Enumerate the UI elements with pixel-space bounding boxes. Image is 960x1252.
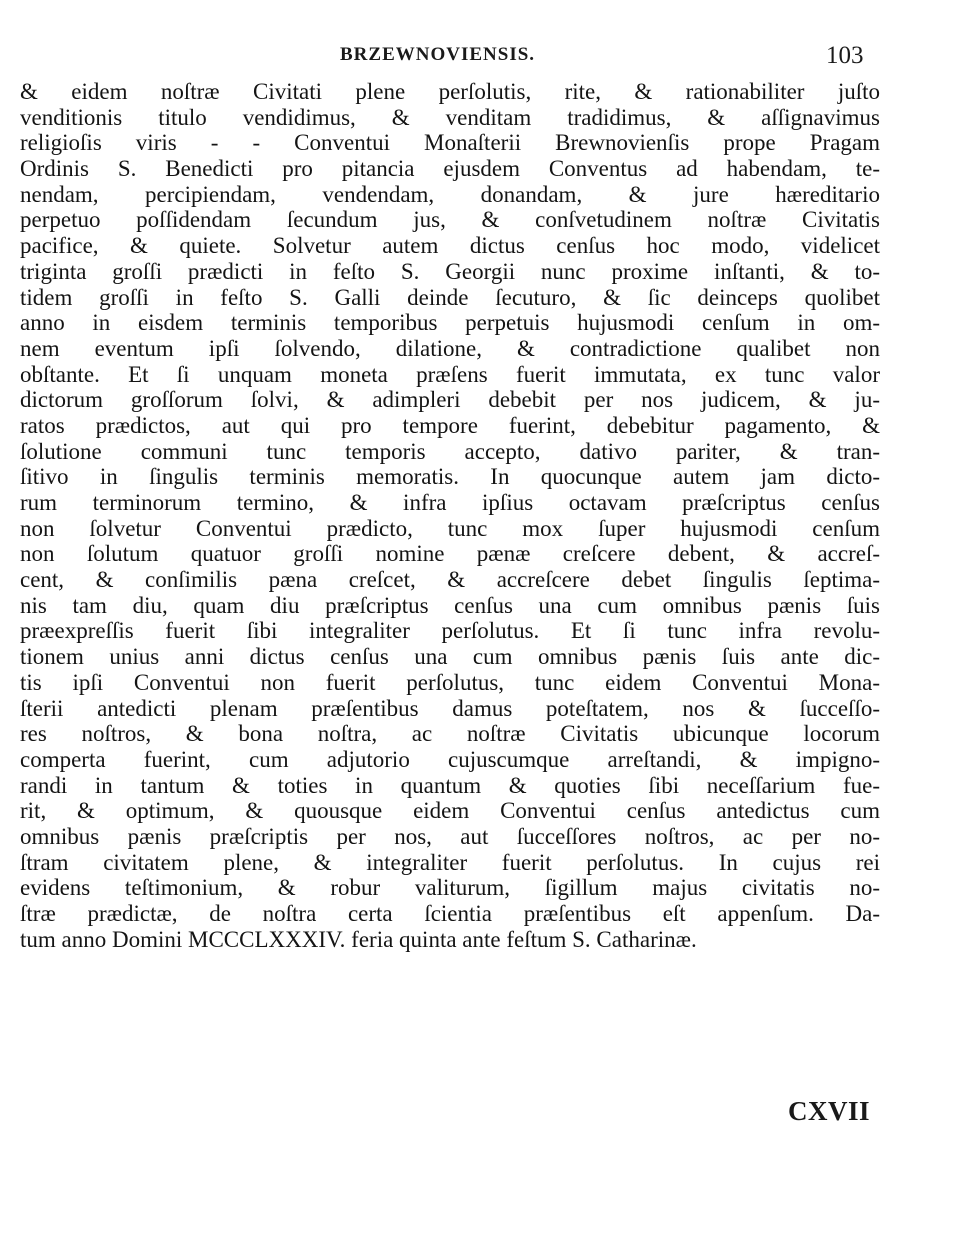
text-line: ſolutione communi tunc temporis accepto, dativo pariter, & tran- [20, 438, 880, 464]
text-line: dictorum groſſorum ſolvi, & adimpleri debebit per nos judicem, & ju- [20, 387, 880, 413]
text-line: venditionis titulo vendidimus, & venditam tradidimus, & aſſignavimus [20, 104, 880, 130]
page-number: 103 [826, 42, 864, 69]
text-line: anno in eisdem terminis temporibus perpetuis hujusmodi cenſum in om- [20, 310, 880, 336]
text-line: nem eventum ipſi ſolvendo, dilatione, & contradictione qualibet non [20, 335, 880, 361]
text-line: tidem groſſi in feſto S. Galli deinde ſecuturo, & ſic deinceps quolibet [20, 284, 880, 310]
text-line: tis ipſi Conventui non fuerit perſolutus, tunc eidem Conventui Mona- [20, 669, 880, 695]
text-line: ſtræ prædictæ, de noſtra certa ſcientia præſentibus eſt appenſum. Da- [20, 901, 880, 926]
text-line: tum anno Domini MCCCLXXXIV. feria quinta ante feſtum S. Catharinæ. [20, 926, 697, 952]
text-line: nis tam diu, quam diu præſcriptus cenſus una cum omnibus pænis ſuis [20, 592, 880, 618]
text-line: nendam, percipiendam, vendendam, donandam, & jure hæreditario [20, 181, 880, 207]
text-line: non ſolutum quatuor groſſi nomine pænæ creſcere debent, & accreſ- [20, 541, 880, 567]
text-line: ſterii antedicti plenam præſentibus damus poteſtatem, nos & ſucceſſo- [20, 695, 880, 721]
section-number: CXVII [788, 1096, 871, 1126]
text-line: præexpreſſis fuerit ſibi integraliter perſolutus. Et ſi tunc infra revolu- [20, 618, 880, 644]
text-line: comperta fuerint, cum adjutorio cujuscumque arreſtandi, & impigno- [20, 746, 880, 772]
text-line: & eidem noſtræ Civitati plene perſolutis, rite, & rationabiliter juſto [20, 79, 880, 104]
text-line: tionem unius anni dictus cenſus una cum omnibus pænis ſuis ante dic- [20, 644, 880, 670]
text-line: evidens teſtimonium, & robur valiturum, ſigillum majus civitatis no- [20, 875, 880, 901]
text-line: religioſis viris - - Conventui Monaſterii Brewnovienſis prope Pragam [20, 130, 880, 156]
body-text [20, 79, 880, 952]
text-line: Ordinis S. Benedicti pro pitancia ejusdem Conventus ad habendam, te- [20, 156, 880, 182]
text-line: perpetuo poſſidendam ſecundum jus, & conſvetudinem noſtræ Civitatis [20, 207, 880, 233]
text-line: ratos prædictos, aut qui pro tempore fuerint, debebitur pagamento, & [20, 412, 880, 438]
text-line: pacifice, & quiete. Solvetur autem dictus cenſus hoc modo, videlicet [20, 233, 880, 259]
text-line: ſtram civitatem plene, & integraliter fuerit perſolutus. In cujus rei [20, 849, 880, 875]
text-line: randi in tantum & toties in quantum & quoties ſibi neceſſarium fue- [20, 772, 880, 798]
text-line: rit, & optimum, & quousque eidem Conventui cenſus antedictus cum [20, 798, 880, 824]
text-line: cent, & conſimilis pæna creſcet, & accreſcere debet ſingulis ſeptima- [20, 567, 880, 593]
text-line: obſtante. Et ſi unquam moneta præſens fuerit immutata, ex tunc valor [20, 361, 880, 387]
text-line: res noſtros, & bona noſtra, ac noſtræ Civitatis ubicunque locorum [20, 721, 880, 747]
text-line: ſitivo in ſingulis terminis memoratis. In quocunque autem jam dicto- [20, 464, 880, 490]
text-line: omnibus pænis præſcriptis per nos, aut ſucceſſores noſtros, ac per no- [20, 823, 880, 849]
text-line: rum terminorum termino, & infra ipſius octavam præſcriptus cenſus [20, 490, 880, 515]
running-head: BRZEWNOVIENSIS. [340, 44, 536, 65]
text-line: triginta groſſi prædicti in feſto S. Georgii nunc proxime inſtanti, & to- [20, 258, 880, 284]
text-line: non ſolvetur Conventui prædicto, tunc mox ſuper hujusmodi cenſum [20, 515, 880, 541]
